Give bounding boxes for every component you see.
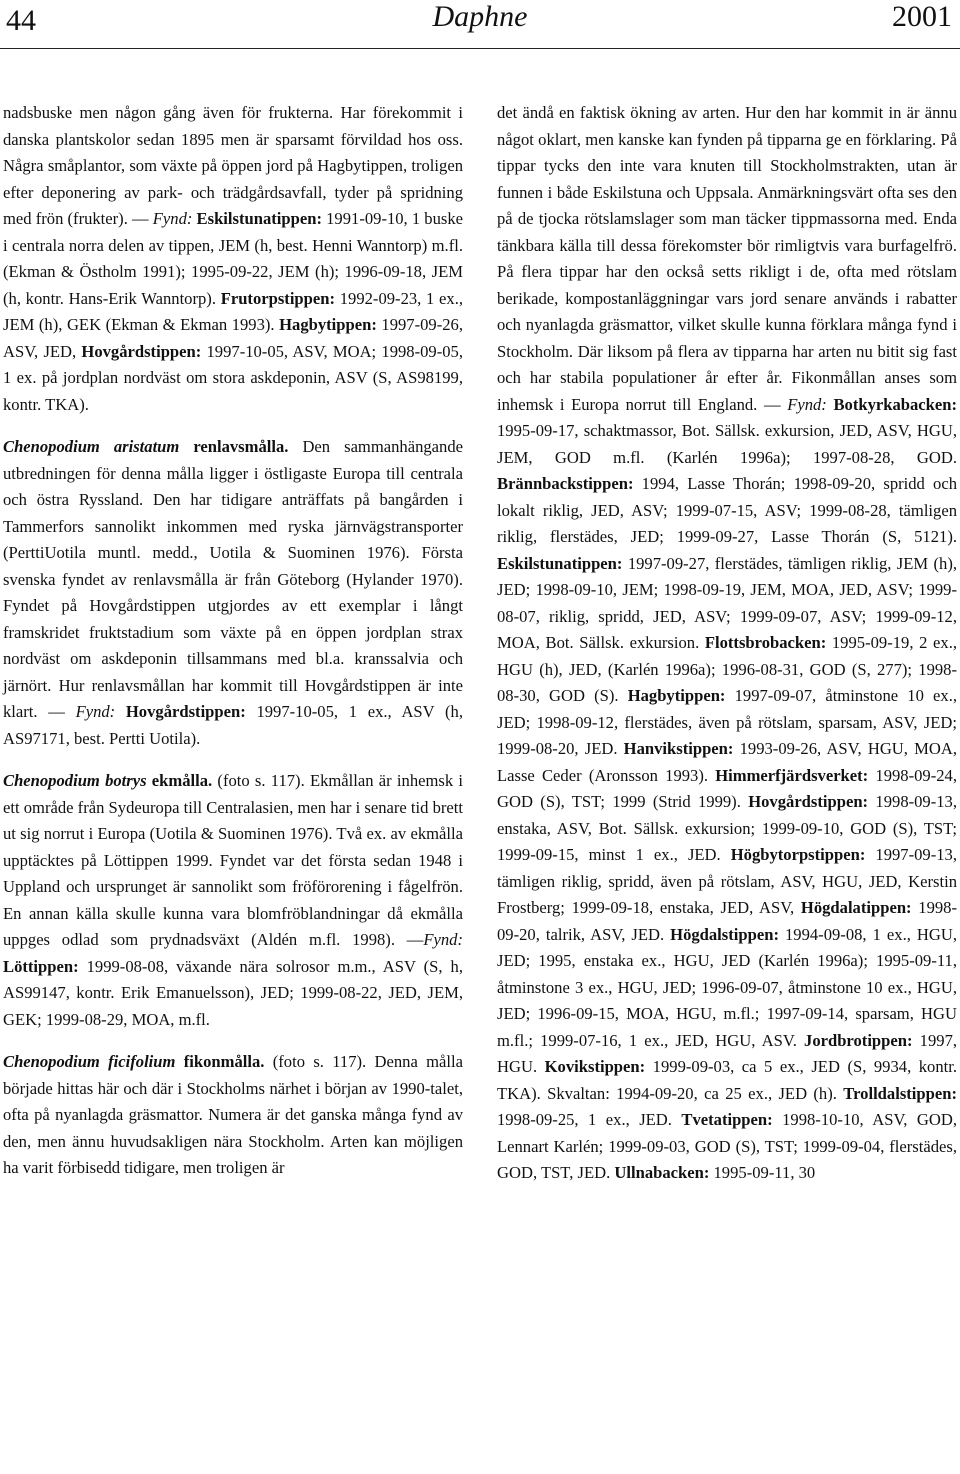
fynd-label: Fynd: [787,394,827,414]
record-text: 1997-09-13, tämligen riklig, spridd, även på rötslam, ASV, HGU, JED, Kerstin Frostberg; 1999-09-18, enstaka, JED, ASV, [497,845,957,917]
common-name: fikonmålla. [175,1052,265,1071]
site-name: Eskilstunatippen: [497,553,623,573]
record-text: 1995-09-19, 2 ex., HGU (h), JED, (Karlén 1996a); 1996-08-31, GOD (S, 277); 1998-08-30, GOD (S). [497,633,957,705]
site-name: Flottsbrobacken: [704,633,827,652]
em-dash: — [48,702,65,721]
em-dash: — [763,394,781,414]
species-entry-botrys [3,768,463,1033]
site-name: Hovgårdstippen: [125,702,246,721]
fynd-label: Fynd: [152,209,193,228]
record-text: 1998-10-10, ASV, GOD, Lennart Karlén; 1999-09-03, GOD (S), TST; 1999-09-04, flerstädes, GOD, TST, JED. [497,1110,957,1182]
left-column [3,100,463,1182]
site-name: Löttippen: [3,956,79,976]
record-text: 1994, Lasse Thorán; 1998-09-20, spridd och lokalt riklig, JED, ASV; 1999-07-15, ASV; 1999-08-28, tämligen riklig, flerstädes, JED; 1999-09-27, Lasse Thorán (S, 5121). [497,474,957,546]
record-text: 1998-09-20, talrik, ASV, JED. [497,898,957,944]
fynd-label: Fynd: [75,702,116,721]
record-text: 1997-09-07, åtminstone 10 ex., JED; 1998-09-12, flerstädes, även på rötslam, sparsam, ASV, JED; 1999-08-20, JED. [497,686,957,758]
site-name: Eskilstunatippen: [196,209,322,228]
record-text: 1998-09-24, GOD (S), TST; 1999 (Strid 1999). [497,765,957,811]
species-name: Chenopodium botrys [3,771,147,790]
record-text: 1993-09-26, ASV, HGU, MOA, Lasse Ceder (Aronsson 1993). [497,739,957,785]
em-dash: — [132,209,149,228]
species-name: Chenopodium ficifolium [3,1052,176,1071]
record-text: 1995-09-17, schaktmassor, Bot. Sällsk. exkursion, JED, ASV, HGU, JEM, GOD m.fl. (Karlén 1996a); 1997-08-28, GOD. [497,421,957,467]
paragraph-intro [3,100,463,418]
body-text: Den sammanhängande utbredningen för denna målla ligger i östligaste Europa till centrala och östra Ryssland. Den har tidigare anträffats på bangården i Tammerfors sannolikt inkommen med ryska järnvägstransporter (PerttiUotila muntl. medd., Uotila & Suominen 1976). Första svenska fyndet av renlavsmålla är från Göteborg (Hylander 1970). Fyndet på Hovgårdstippen utgjordes av ett exemplar i långt framskridet fruktstadium som växte på en öppen jordplan strax nordväst om askdeponin tillsammans med bl.a. kranssalvia och järnört. Hur renlavsmållan har kommit till Hovgårdstippen är inte klart. [3,437,463,721]
em-dash: — [406,930,424,949]
record-text: 1999-09-03, ca 5 ex., JED (S, 9934, kontr. TKA). Skvaltan: 1994-09-20, ca 25 ex., JED (h). [497,1057,958,1103]
record-text: 1997-09-27, flerstädes, tämligen riklig, JEM (h), JED; 1998-09-10, JEM; 1998-09-19, JEM, MOA, JED, ASV; 1999-08-07, riklig, spridd, JED, ASV; 1999-09-07, ASV; 1999-09-12, MOA, Bot. Sällsk. exkursion. [497,553,957,652]
page-header [0,0,960,52]
body-text: (foto s. 117). Denna målla började hittas här och där i Stockholms närhet i början av 1990-talet, ofta på nyanlagda gräsmattor. Numera är det ganska många fynd av den, men ännu huvudsakligen nära Stockholm. Arten kan möjligen ha varit förbisedd tidigare, men troligen är [3,1052,464,1177]
record-text: 1997-09-26, ASV, JED, [3,315,463,361]
record-text: 1997-10-05, 1 ex., ASV (h, AS97171, best. Pertti Uotila). [3,702,463,748]
common-name: ekmålla. [146,771,213,790]
paragraph-ficifolium-continued [497,100,957,1187]
paragraph-gap [3,418,463,434]
common-name: renlavsmålla. [179,437,289,456]
right-column [497,100,957,1187]
page-number: 44 [6,4,36,37]
journal-title: Daphne [432,0,528,33]
publication-year: 2001 [892,0,952,33]
site-name: Trolldalstippen: [843,1083,957,1103]
site-name: Brännbackstippen: [497,474,634,493]
body-text: nadsbuske men någon gång även för frukterna. Har förekommit i danska plantskolor sedan 1895 men är sparsamt förvildad hos oss. Några småplantor, som växte på öppen jord på Hagbytippen, troligen efter deponering av park- och trädgårdsavfall, tyder på spridning med frön (frukter). [3,103,463,228]
site-name: Hovgårdstippen: [748,792,869,811]
record-text: 1998-09-25, 1 ex., JED. [497,1110,682,1129]
site-name: Botkyrkabacken: [833,394,958,414]
site-name: Hagbytippen: [627,686,726,705]
paragraph-gap [3,752,463,768]
record-text: 1997-10-05, ASV, MOA; 1998-09-05, 1 ex. på jordplan nordväst om stora askdeponin, ASV (S, AS98199, kontr. TKA). [3,341,463,414]
fynd-label: Fynd: [423,930,463,949]
site-name: Högdalstippen: [670,924,779,944]
record-text: 1992-09-23, 1 ex., JEM (h), GEK (Ekman & Ekman 1993). [3,288,463,334]
site-name: Tvetatippen: [681,1110,773,1129]
species-entry-ficifolium [3,1049,463,1182]
site-name: Kovikstippen: [544,1057,646,1076]
species-name: Chenopodium aristatum [3,437,180,456]
record-text: 1995-09-11, 30 [709,1163,816,1182]
body-text: det ändå en faktisk ökning av arten. Hur den har kommit in är ännu något oklart, men kanske kan fynden på tipparna ge en förklaring. På tippar tycks den inte vara knuten till Stockholmstrakten, utan är funnen i både Eskilstuna och Uppsala. Anmärkningsvärt ofta ses den på de tjocka rötslamslager som man täcker tippmassorna med. Enda tänkbara källa till dessa förekomster bör rimligtvis vara burfagelfrö. På flera tippar har den också setts rikligt i de, ofta med rötslam berikade, kompostanläggningar vars jord senare används i rabatter och nyanlagda gräsmattor, vilket skulle kunna förklara många fynd i Stockholm. Där liksom på flera av tipparna har arten nu bitit sig fast och har stabila populationer år efter år. Fikonmållan anses som inhemsk i Europa norrut till England. [497,103,957,414]
site-name: Himmerfjärdsverket: [715,765,869,785]
record-text: 1998-09-13, enstaka, ASV, Bot. Sällsk. exkursion; 1999-09-10, GOD (S), TST; 1999-09-15, minst 1 ex., JED. [497,792,958,864]
site-name: Frutorpstippen: [220,288,336,308]
site-name: Högbytorpstippen: [730,845,866,864]
site-name: Jordbrotippen: [804,1030,913,1050]
body-text: (foto s. 117). Ekmållan är inhemsk i ett område från Sydeuropa till Centralasien, men har i senare tid brett ut sig norrut i Europa (Uotila & Suominen 1976). Två ex. av ekmålla upptäcktes på Löttippen 1999. Fyndet var det första sedan 1948 i Uppland och ursprunget är sannolikt som fröförorening i fågelfrön. En annan källa skulle kunna vara blomfröblandningar då ekmålla uppges odlad som prydnadsväxt (Aldén m.fl. 1998). [3,771,464,949]
paragraph-gap [3,1033,463,1049]
site-name: Högdalatippen: [800,898,912,917]
record-text: 1999-08-08, växande nära solrosor m.m., ASV (S, h, AS99147, kontr. Erik Emanuelsson), JED; 1999-08-22, JED, JEM, GEK; 1999-08-29, MOA, m.fl. [3,956,463,1029]
site-name: Ullnabacken: [614,1163,710,1182]
site-name: Hanvikstippen: [623,739,734,758]
species-entry-aristatum [3,434,463,752]
record-text: 1997, HGU. [497,1030,958,1076]
header-divider [0,48,960,49]
record-text: 1991-09-10, 1 buske i centrala norra delen av tippen, JEM (h, best. Henni Wanntorp) m.fl. (Ekman & Östholm 1991); 1995-09-22, JEM (h); 1996-09-18, JEM (h, kontr. Hans-Erik Wanntorp). [3,209,464,308]
site-name: Hagbytippen: [279,315,377,334]
site-name: Hovgårdstippen: [81,341,202,361]
record-text: 1994-09-08, 1 ex., HGU, JED; 1995, enstaka ex., HGU, JED (Karlén 1996a); 1995-09-11, åtminstone 3 ex., HGU, JED; 1996-09-07, åtminstone 10 ex., HGU, JED; 1996-09-15, MOA, HGU, m.fl.; 1997-09-14, sparsam, HGU m.fl.; 1999-07-16, 1 ex., JED, HGU, ASV. [497,924,958,1050]
